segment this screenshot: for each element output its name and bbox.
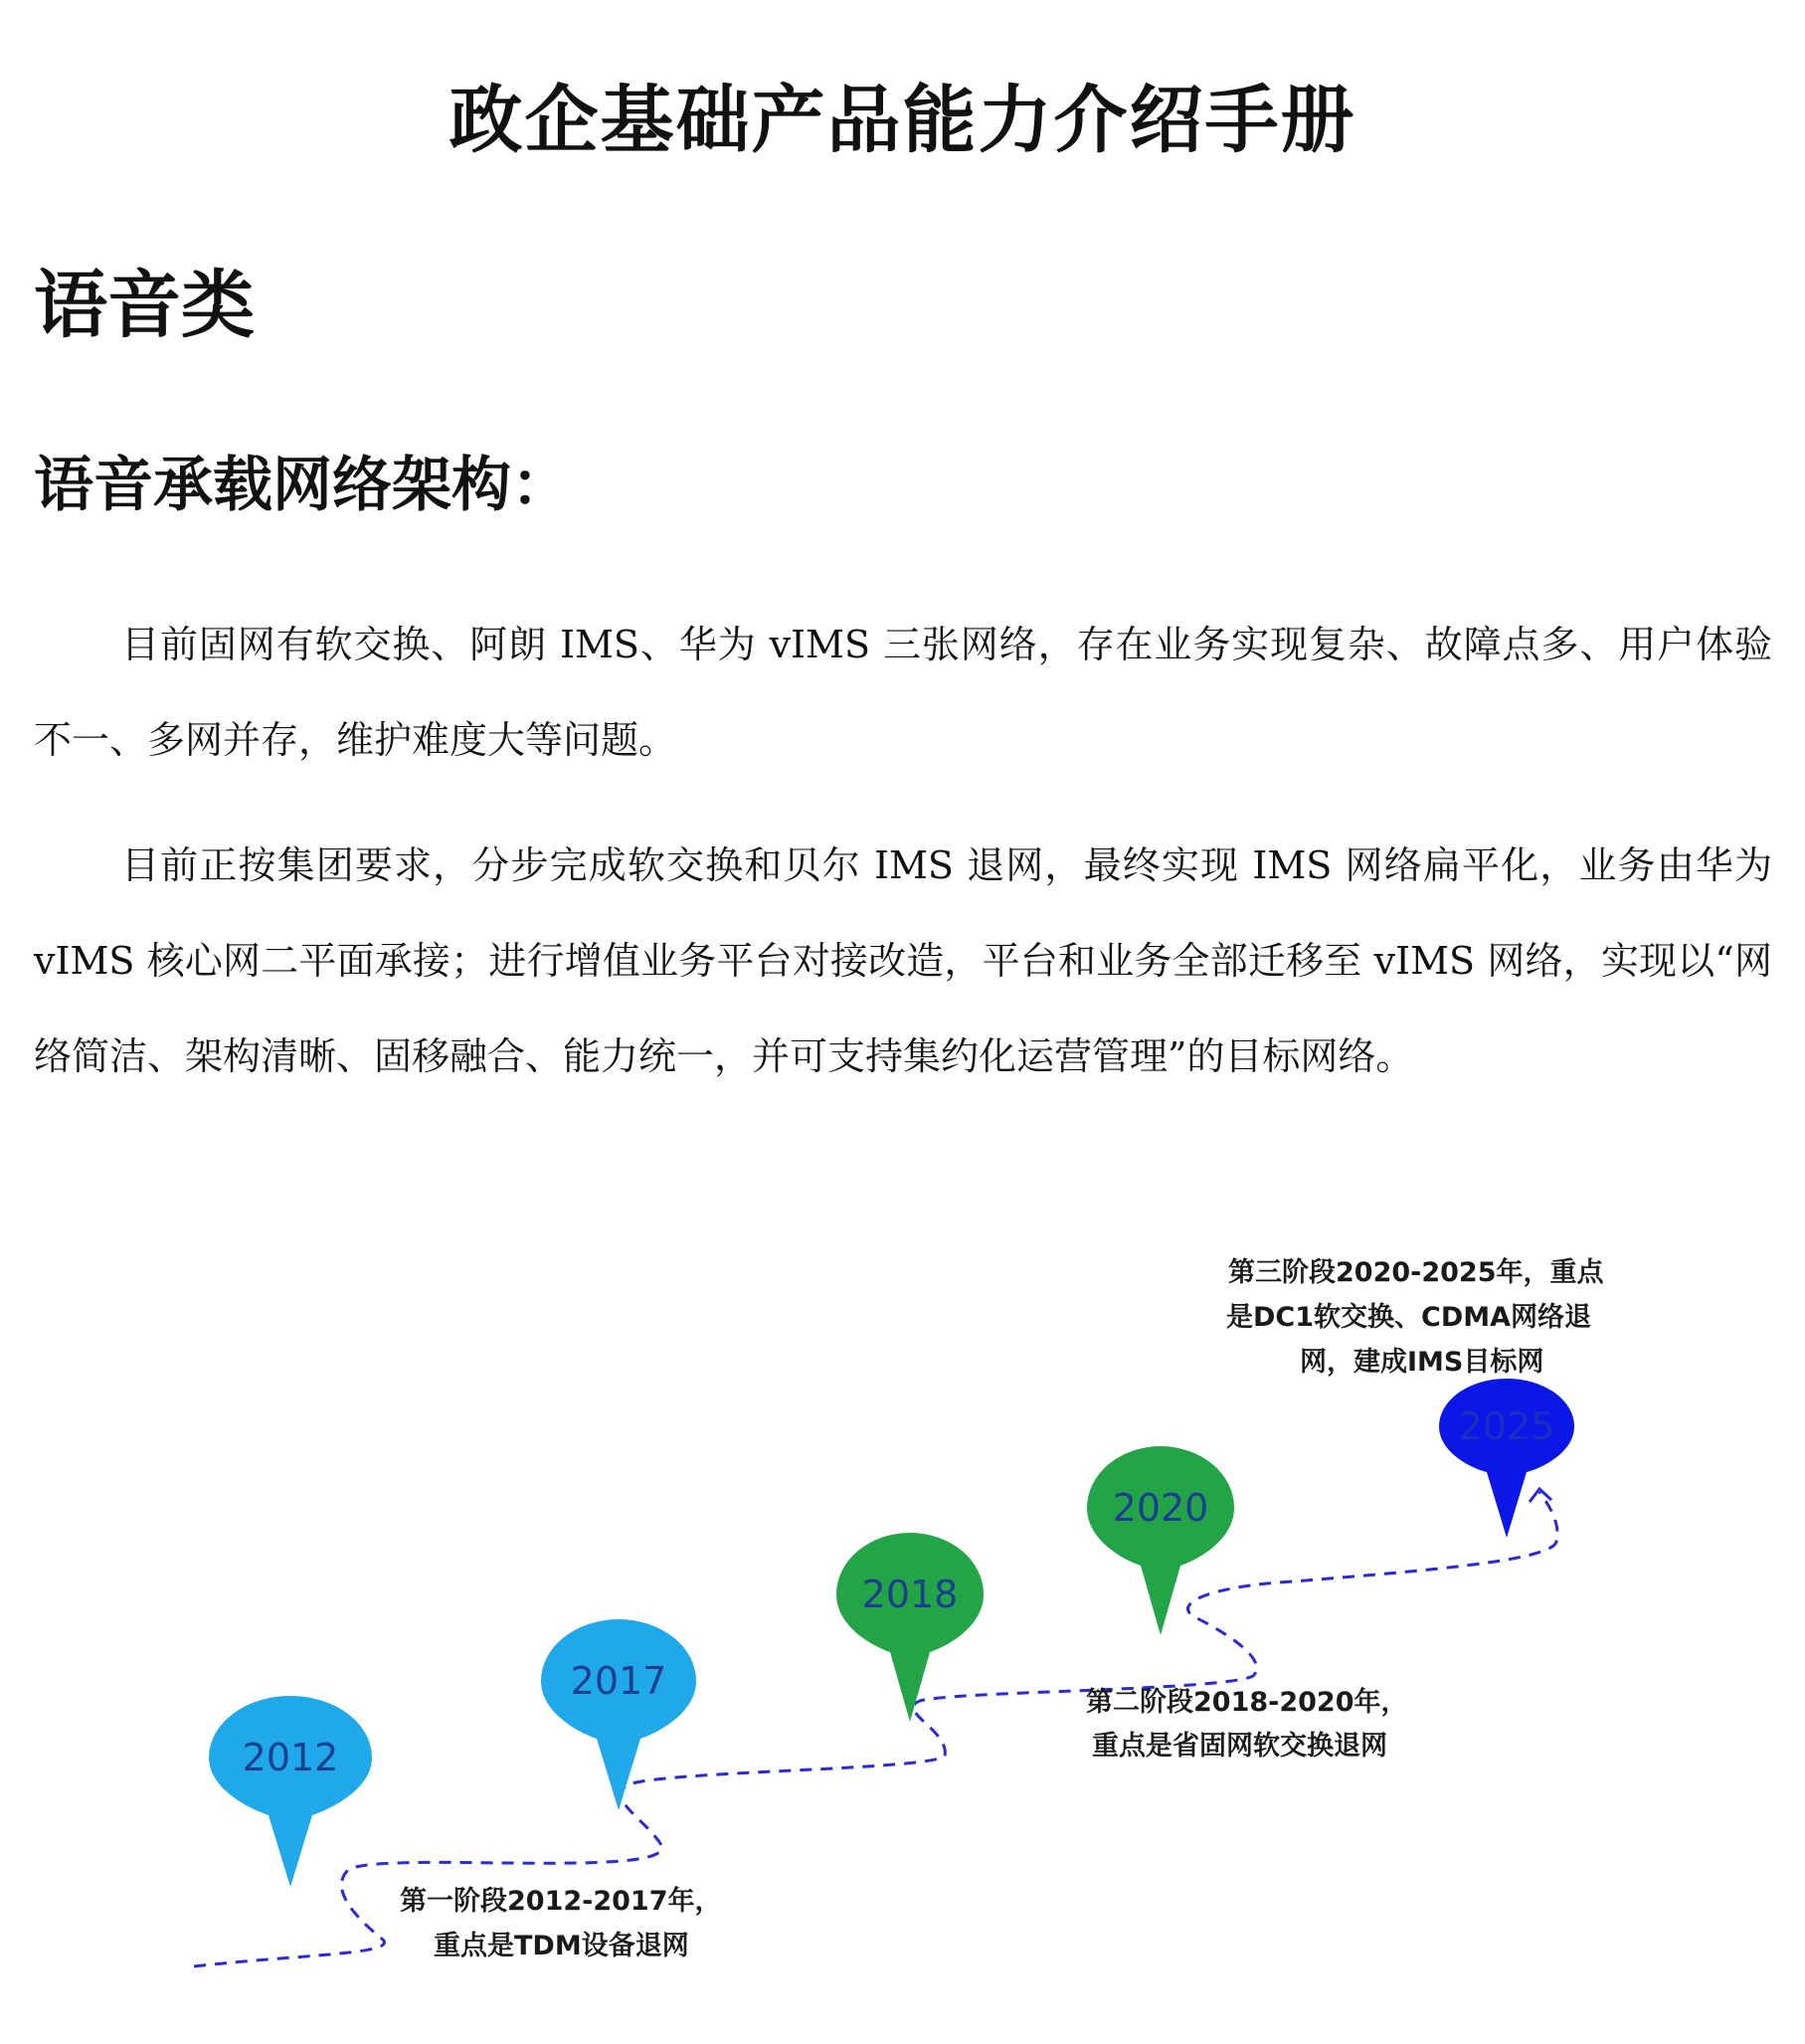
milestone-pin-2020 <box>1087 1446 1234 1635</box>
phase-2-line-2: 重点是省固网软交换退网 <box>1092 1731 1387 1762</box>
milestone-pin-2025 <box>1439 1379 1574 1538</box>
milestone-year-2025: 2025 <box>1458 1404 1555 1448</box>
phase-2-line-1: 第二阶段2018-2020年， <box>1086 1687 1408 1718</box>
milestone-year-2020: 2020 <box>1112 1486 1209 1530</box>
roadmap-timeline <box>0 1233 1805 2044</box>
arrow-head-icon <box>1530 1489 1551 1502</box>
phase-1-description <box>400 1885 722 1961</box>
milestone-year-2018: 2018 <box>861 1573 959 1616</box>
phase-3-line-1: 第三阶段2020-2025年，重点 <box>1228 1257 1604 1288</box>
milestone-year-2012: 2012 <box>242 1736 339 1779</box>
phase-3-description <box>1226 1256 1604 1378</box>
body-paragraph-1: 目前固网有软交换、阿朗 IMS、华为 vIMS 三张网络，存在业务实现复杂、故障点多、用户体验不一、多网并存，维护难度大等问题。 <box>34 623 1772 762</box>
document-title: 政企基础产品能力介绍手册 <box>449 78 1356 163</box>
subsection-heading: 语音承载网络架构： <box>34 451 571 520</box>
milestone-pin-2018 <box>836 1533 984 1722</box>
phase-3-line-3: 网，建成IMS目标网 <box>1300 1347 1544 1378</box>
milestone-pin-2017 <box>541 1619 696 1810</box>
phase-1-line-2: 重点是TDM设备退网 <box>434 1931 689 1961</box>
body-paragraph-2: 目前正按集团要求，分步完成软交换和贝尔 IMS 退网，最终实现 IMS 网络扁平化，业务由华为 vIMS 核心网二平面承接；进行增值业务平台对接改造，平台和业务全部迁移至 vIMS 网络，实现以“网络简洁、架构清晰、固移融合、能力统一，并可支持集约化运营管理”的目标网络。 <box>34 843 1772 1078</box>
phase-2-description <box>1086 1686 1408 1762</box>
phase-1-line-1: 第一阶段2012-2017年， <box>400 1886 722 1917</box>
section-heading: 语音类 <box>34 263 255 348</box>
phase-3-line-2: 是DC1软交换、CDMA网络退 <box>1226 1302 1592 1333</box>
milestone-year-2017: 2017 <box>570 1659 667 1703</box>
milestone-pin-2012 <box>209 1696 372 1887</box>
